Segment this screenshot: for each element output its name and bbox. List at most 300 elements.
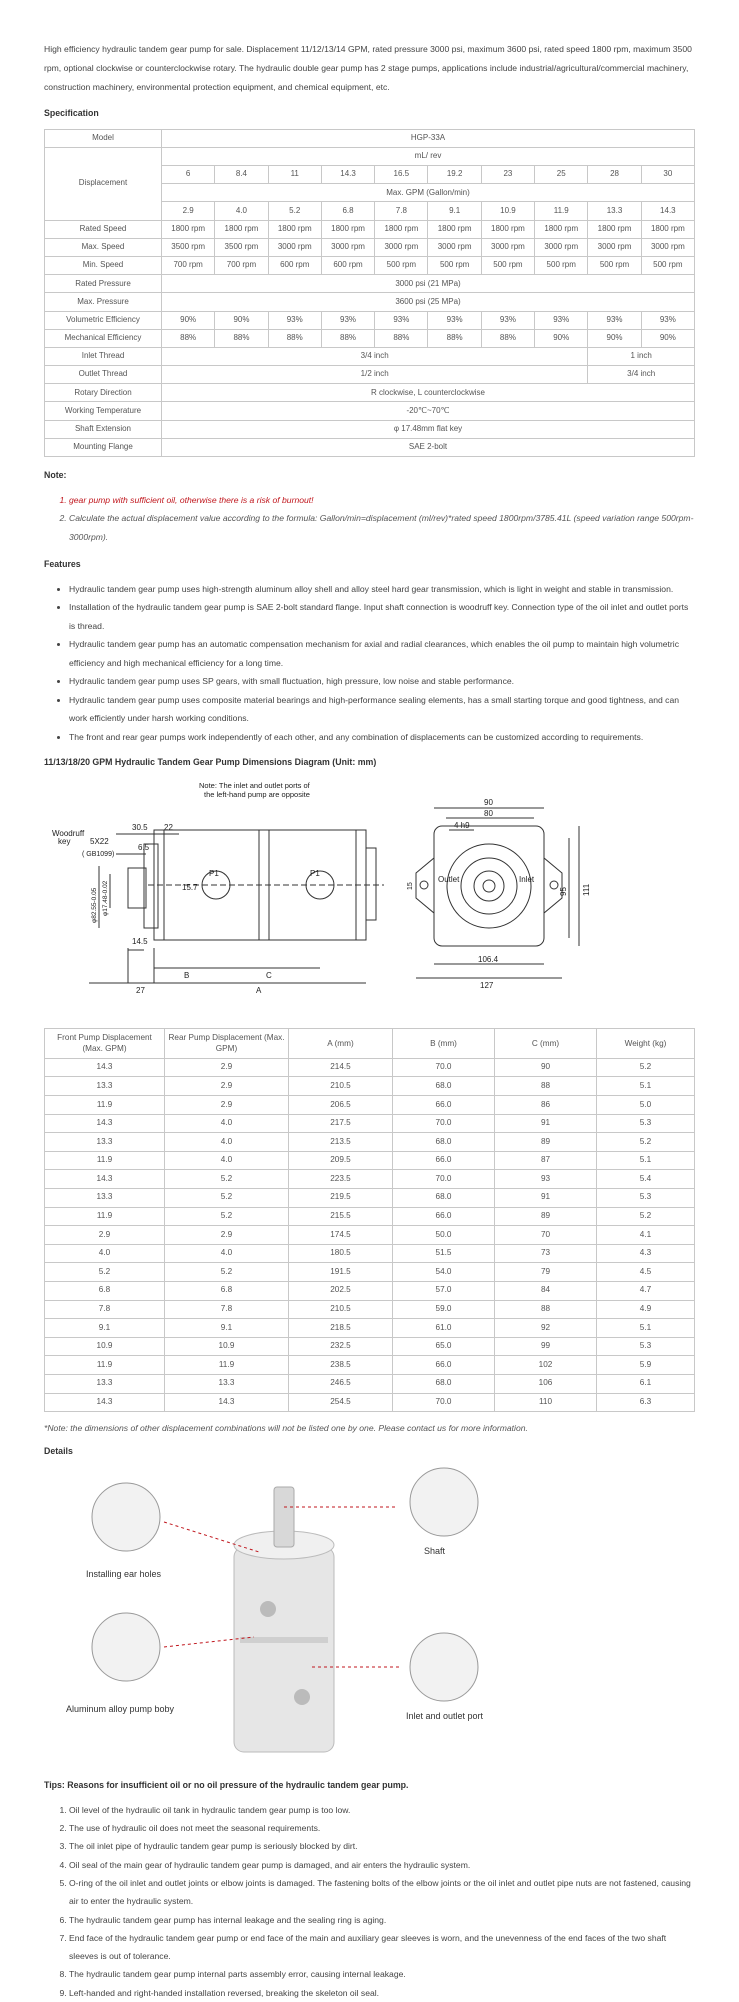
dims-cell: 86 (495, 1096, 597, 1115)
p1-front-label: P1 (209, 868, 219, 878)
dim-phi-17-48: φ17.48-0.02 (102, 880, 109, 916)
dims-cell: 68.0 (393, 1133, 495, 1152)
spec-cell: 93% (641, 311, 694, 329)
spec-cell: 16.5 (375, 166, 428, 184)
spec-cell: φ 17.48mm flat key (162, 420, 695, 438)
dim-phi-82-55: φ82.55-0.05 (91, 887, 98, 923)
dims-cell: 61.0 (393, 1319, 495, 1338)
dims-cell: 66.0 (393, 1096, 495, 1115)
diagram-heading: 11/13/18/20 GPM Hydraulic Tandem Gear Pump Dimensions Diagram (Unit: mm) (44, 757, 377, 768)
dims-cell: 2.9 (45, 1226, 165, 1245)
dims-cell: 7.8 (165, 1300, 289, 1319)
port-zoom (410, 1633, 478, 1701)
dims-cell: 2.9 (165, 1077, 289, 1096)
spec-label: Displacement (45, 147, 162, 220)
spec-row (45, 438, 695, 456)
spec-cell: 3600 psi (25 MPa) (162, 293, 695, 311)
spec-cell: 93% (588, 311, 641, 329)
note-heading: Note: (44, 470, 67, 480)
p1-rear-label: P1 (310, 868, 320, 878)
table-row (45, 1393, 695, 1412)
spec-row (45, 129, 695, 147)
dims-cell: 5.2 (165, 1189, 289, 1208)
dims-cell: 14.3 (45, 1170, 165, 1189)
table-row (45, 1319, 695, 1338)
spec-label: Rated Pressure (45, 275, 162, 293)
dim-111: 111 (582, 883, 591, 896)
dims-cell: 202.5 (289, 1282, 393, 1301)
dims-cell: 9.1 (45, 1319, 165, 1338)
dim-b-label: B (184, 970, 190, 980)
spec-cell: 7.8 (375, 202, 428, 220)
spec-label: Working Temperature (45, 402, 162, 420)
spec-cell: 3000 rpm (535, 238, 588, 256)
dims-cell: 5.2 (597, 1133, 695, 1152)
spec-cell: 600 rpm (321, 256, 374, 274)
dims-cell: 5.1 (597, 1319, 695, 1338)
spec-cell: 3000 rpm (641, 238, 694, 256)
dims-cell: 6.8 (165, 1282, 289, 1301)
spec-cell: 600 rpm (268, 256, 321, 274)
dim-95: 95 (559, 886, 568, 896)
dims-cell: 99 (495, 1337, 597, 1356)
dims-cell: 51.5 (393, 1244, 495, 1263)
table-row (45, 1374, 695, 1393)
dims-cell: 5.3 (597, 1114, 695, 1133)
dims-cell: 254.5 (289, 1393, 393, 1412)
feature-item: • Hydraulic tandem gear pump uses composite material bearings and high-performance sealing elements, has a small starting torque and good tightness, and can work efficiently under harsh working conditions. (69, 691, 695, 728)
dims-header-cell: Front Pump Displacement (Max. GPM) (45, 1028, 165, 1058)
details-figure (44, 1467, 695, 1767)
dims-cell: 91 (495, 1189, 597, 1208)
tip-item: 3. The oil inlet pipe of hydraulic tandem gear pump is seriously blocked by dirt. (69, 1837, 695, 1855)
spec-cell: 93% (535, 311, 588, 329)
spec-cell: 1800 rpm (162, 220, 215, 238)
dims-cell: 13.3 (45, 1133, 165, 1152)
spec-label: Min. Speed (45, 256, 162, 274)
spec-cell: 19.2 (428, 166, 481, 184)
spec-cell: 1800 rpm (481, 220, 534, 238)
dims-header-cell: Weight (kg) (597, 1028, 695, 1058)
spec-label: Volumetric Efficiency (45, 311, 162, 329)
pump-drawing (44, 778, 695, 1014)
spec-cell: 3000 psi (21 MPa) (162, 275, 695, 293)
dim-a-label: A (256, 985, 262, 995)
table-row (45, 1337, 695, 1356)
dims-cell: 5.3 (597, 1337, 695, 1356)
spec-cell: 11.9 (535, 202, 588, 220)
spec-cell: SAE 2-bolt (162, 438, 695, 456)
spec-label: Max. Pressure (45, 293, 162, 311)
spec-cell: -20℃~70℃ (162, 402, 695, 420)
dims-cell: 11.9 (45, 1151, 165, 1170)
dim-90: 90 (484, 797, 493, 807)
dim-22: 22 (164, 822, 173, 832)
dims-cell: 65.0 (393, 1337, 495, 1356)
shaft-label: Shaft (424, 1546, 446, 1557)
spec-label: Model (45, 129, 162, 147)
spec-cell: 10.9 (481, 202, 534, 220)
spec-row (45, 402, 695, 420)
dims-cell: 5.2 (165, 1263, 289, 1282)
spec-cell: 1800 rpm (641, 220, 694, 238)
dims-cell: 246.5 (289, 1374, 393, 1393)
outlet-label: Outlet (438, 874, 460, 884)
details-heading: Details (44, 1446, 73, 1457)
table-row (45, 1114, 695, 1133)
spec-cell: 88% (162, 329, 215, 347)
spec-cell: 500 rpm (588, 256, 641, 274)
dim-c-label: C (266, 970, 272, 980)
dims-cell: 4.9 (597, 1300, 695, 1319)
inlet-label: Inlet (519, 874, 535, 884)
pump-photo (234, 1487, 334, 1752)
dim-127: 127 (480, 980, 494, 990)
dims-header-cell: B (mm) (393, 1028, 495, 1058)
dimensions-diagram (44, 778, 695, 1014)
spec-cell: 88% (428, 329, 481, 347)
spec-cell: 4.0 (215, 202, 268, 220)
dims-cell: 232.5 (289, 1337, 393, 1356)
spec-cell: 90% (535, 329, 588, 347)
spec-cell: HGP-33A (162, 129, 695, 147)
tip-item: 2. The use of hydraulic oil does not meet the seasonal requirements. (69, 1819, 695, 1837)
dim-14-5: 14.5 (132, 936, 148, 946)
dims-cell: 7.8 (45, 1300, 165, 1319)
spec-label: Rotary Direction (45, 384, 162, 402)
dims-header-cell: C (mm) (495, 1028, 597, 1058)
dims-cell: 110 (495, 1393, 597, 1412)
woodruff-label: Woodruff (52, 828, 85, 838)
spec-cell: 88% (215, 329, 268, 347)
spec-cell: 90% (215, 311, 268, 329)
dims-cell: 5.1 (597, 1077, 695, 1096)
dims-cell: 89 (495, 1133, 597, 1152)
dims-cell: 59.0 (393, 1300, 495, 1319)
note-item: 2. Calculate the actual displacement value according to the formula: Gallon/min=displacement (ml/rev)*rated speed 1800rpm/3785.41L (speed variation range 500rpm-3000rpm). (69, 509, 695, 546)
spec-cell: 88% (375, 329, 428, 347)
spec-row (45, 275, 695, 293)
details-illustration (44, 1467, 695, 1767)
dims-cell: 2.9 (165, 1226, 289, 1245)
dims-cell: 93 (495, 1170, 597, 1189)
table-row (45, 1189, 695, 1208)
dims-cell: 180.5 (289, 1244, 393, 1263)
dims-cell: 5.4 (597, 1170, 695, 1189)
spec-label: Shaft Extension (45, 420, 162, 438)
spec-cell: 3/4 inch (588, 366, 695, 384)
spec-cell: 700 rpm (162, 256, 215, 274)
dims-cell: 218.5 (289, 1319, 393, 1338)
dims-cell: 5.2 (597, 1058, 695, 1077)
spec-cell: 88% (268, 329, 321, 347)
dims-cell: 87 (495, 1151, 597, 1170)
dimensions-table (44, 1028, 695, 1412)
spec-heading: Specification (44, 108, 99, 118)
spec-row (45, 366, 695, 384)
intro-paragraph: High efficiency hydraulic tandem gear pump for sale. Displacement 11/12/13/14 GPM, rated pressure 3000 psi, maximum 3600 psi, rated speed 1800 rpm, maximum 3500 rpm, optional clockwise or counterclockwise rotary. The hydraulic double gear pump has 2 stage pumps, applications include industrial/agricultural/commercial machinery, construction machinery, environmental protection equipment, and chemical equipment, etc. (44, 44, 692, 92)
dim-106-4: 106.4 (478, 954, 499, 964)
table-row (45, 1207, 695, 1226)
spec-cell: 90% (641, 329, 694, 347)
dims-cell: 13.3 (45, 1189, 165, 1208)
spec-cell: 93% (375, 311, 428, 329)
dims-cell: 9.1 (165, 1319, 289, 1338)
dims-cell: 223.5 (289, 1170, 393, 1189)
spec-cell: 500 rpm (641, 256, 694, 274)
ear-holes-label: Installing ear holes (86, 1569, 162, 1580)
feature-item: • Installation of the hydraulic tandem gear pump is SAE 2-bolt standard flange. Input shaft connection is woodruff key. Connection type of the oil inlet and outlet ports is thread. (69, 598, 695, 635)
dims-cell: 5.3 (597, 1189, 695, 1208)
spec-cell: 1 inch (588, 347, 695, 365)
dim-4h9: 4 h9 (454, 820, 470, 830)
feature-item: • The front and rear gear pumps work independently of each other, and any combination of displacements can be customized according to requirements. (69, 728, 695, 747)
dim-27: 27 (136, 985, 145, 995)
dims-cell: 5.1 (597, 1151, 695, 1170)
tip-item: 6. The hydraulic tandem gear pump has internal leakage and the sealing ring is aging. (69, 1911, 695, 1929)
gb-label: ( GB1099) (82, 850, 115, 858)
dims-cell: 4.0 (165, 1151, 289, 1170)
dims-cell: 102 (495, 1356, 597, 1375)
dims-cell: 66.0 (393, 1207, 495, 1226)
dims-cell: 14.3 (165, 1393, 289, 1412)
dims-cell: 50.0 (393, 1226, 495, 1245)
spec-cell: R clockwise, L counterclockwise (162, 384, 695, 402)
dims-cell: 84 (495, 1282, 597, 1301)
dim-80: 80 (484, 808, 493, 818)
dim-30-5: 30.5 (132, 822, 148, 832)
spec-cell: 1800 rpm (535, 220, 588, 238)
dims-cell: 5.0 (597, 1096, 695, 1115)
spec-cell: 3000 rpm (481, 238, 534, 256)
dim-6-5: 6.5 (138, 842, 150, 852)
dims-cell: 209.5 (289, 1151, 393, 1170)
spec-cell: 88% (321, 329, 374, 347)
spec-cell: 25 (535, 166, 588, 184)
dims-cell: 90 (495, 1058, 597, 1077)
dims-cell: 70.0 (393, 1170, 495, 1189)
dims-cell: 206.5 (289, 1096, 393, 1115)
dims-cell: 5.9 (597, 1356, 695, 1375)
spec-cell: 500 rpm (375, 256, 428, 274)
dims-cell: 13.3 (45, 1077, 165, 1096)
ear-holes-zoom (92, 1483, 160, 1551)
dims-cell: 6.8 (45, 1282, 165, 1301)
note-item: 1. gear pump with sufficient oil, otherwise there is a risk of burnout! (69, 491, 695, 510)
dims-cell: 89 (495, 1207, 597, 1226)
feature-item: • Hydraulic tandem gear pump uses high-strength aluminum alloy shell and alloy steel hard gear transmission, which is light in weight and stable in transmission. (69, 580, 695, 599)
dims-cell: 11.9 (45, 1207, 165, 1226)
spec-cell: mL/ rev (162, 147, 695, 165)
spec-cell: 3000 rpm (375, 238, 428, 256)
spec-cell: 3/4 inch (162, 347, 588, 365)
table-row (45, 1058, 695, 1077)
dims-cell: 70.0 (393, 1058, 495, 1077)
dims-cell: 5.2 (45, 1263, 165, 1282)
spec-label: Rated Speed (45, 220, 162, 238)
spec-table (44, 129, 695, 457)
dims-cell: 66.0 (393, 1151, 495, 1170)
table-row (45, 1151, 695, 1170)
spec-cell: 9.1 (428, 202, 481, 220)
dims-cell: 70.0 (393, 1114, 495, 1133)
dim-15-7: 15.7 (182, 882, 198, 892)
dims-cell: 4.3 (597, 1244, 695, 1263)
dims-cell: 213.5 (289, 1133, 393, 1152)
diagram-note-line-2: the left-hand pump are opposite (204, 789, 310, 799)
spec-cell: 2.9 (162, 202, 215, 220)
dims-cell: 219.5 (289, 1189, 393, 1208)
spec-cell: 500 rpm (481, 256, 534, 274)
spec-cell: 500 rpm (535, 256, 588, 274)
feature-item: • Hydraulic tandem gear pump has an automatic compensation mechanism for axial and radial clearances, which enables the oil pump to maintain high volumetric efficiency and high mechanical efficiency for a long time. (69, 635, 695, 672)
spec-cell: 5.2 (268, 202, 321, 220)
spec-cell: 3500 rpm (162, 238, 215, 256)
spec-cell: 1/2 inch (162, 366, 588, 384)
features-list (44, 580, 695, 747)
tip-item: 4. Oil seal of the main gear of hydraulic tandem gear pump is damaged, and air enters the hydraulic system. (69, 1856, 695, 1874)
spec-cell: 1800 rpm (375, 220, 428, 238)
tips-heading: Tips: Reasons for insufficient oil or no oil pressure of the hydraulic tandem gear pump. (44, 1780, 409, 1791)
spec-cell: 28 (588, 166, 641, 184)
dims-cell: 4.0 (165, 1133, 289, 1152)
spec-cell: 3000 rpm (268, 238, 321, 256)
body-zoom (92, 1613, 160, 1681)
spec-cell: 1800 rpm (268, 220, 321, 238)
spec-label: Max. Speed (45, 238, 162, 256)
spec-cell: 93% (268, 311, 321, 329)
dims-cell: 14.3 (45, 1058, 165, 1077)
spec-cell: 1800 rpm (215, 220, 268, 238)
table-row (45, 1096, 695, 1115)
spec-cell: 88% (481, 329, 534, 347)
dims-cell: 10.9 (165, 1337, 289, 1356)
spec-cell: 93% (481, 311, 534, 329)
features-heading: Features (44, 559, 81, 570)
spec-cell: 1800 rpm (428, 220, 481, 238)
tip-item: 9. Left-handed and right-handed installation reversed, breaking the skeleton oil seal. (69, 1984, 695, 2002)
spec-cell: 3000 rpm (428, 238, 481, 256)
table-row (45, 1356, 695, 1375)
dims-cell: 210.5 (289, 1300, 393, 1319)
spec-cell: 23 (481, 166, 534, 184)
dims-cell: 191.5 (289, 1263, 393, 1282)
dims-cell: 92 (495, 1319, 597, 1338)
spec-row (45, 293, 695, 311)
spec-cell: 3000 rpm (588, 238, 641, 256)
spec-label: Inlet Thread (45, 347, 162, 365)
spec-cell: 3500 rpm (215, 238, 268, 256)
spec-cell: 700 rpm (215, 256, 268, 274)
tip-item: 8. The hydraulic tandem gear pump internal parts assembly error, causing internal leakage. (69, 1965, 695, 1983)
dims-cell: 106 (495, 1374, 597, 1393)
dims-cell: 238.5 (289, 1356, 393, 1375)
dims-cell: 54.0 (393, 1263, 495, 1282)
spec-row (45, 238, 695, 256)
body-label: Aluminum alloy pump boby (66, 1704, 175, 1715)
spec-label: Mounting Flange (45, 438, 162, 456)
dims-cell: 73 (495, 1244, 597, 1263)
dims-cell: 91 (495, 1114, 597, 1133)
dims-cell: 68.0 (393, 1189, 495, 1208)
dims-cell: 214.5 (289, 1058, 393, 1077)
spec-row (45, 147, 695, 165)
spec-row (45, 384, 695, 402)
dims-cell: 70.0 (393, 1393, 495, 1412)
key-size-label: 5X22 (90, 836, 109, 846)
dims-cell: 68.0 (393, 1374, 495, 1393)
dims-cell: 4.7 (597, 1282, 695, 1301)
dims-cell: 11.9 (45, 1356, 165, 1375)
dimensions-note: *Note: the dimensions of other displacement combinations will not be listed one by one. Please contact us for more information. (44, 1423, 528, 1434)
spec-row (45, 347, 695, 365)
table-row (45, 1244, 695, 1263)
spec-cell: 500 rpm (428, 256, 481, 274)
dims-cell: 68.0 (393, 1077, 495, 1096)
tips-list (44, 1801, 695, 2002)
dims-cell: 14.3 (45, 1393, 165, 1412)
dims-cell: 215.5 (289, 1207, 393, 1226)
table-row (45, 1226, 695, 1245)
key-label: key (58, 836, 71, 846)
spec-row (45, 256, 695, 274)
spec-cell: 13.3 (588, 202, 641, 220)
dims-cell: 70 (495, 1226, 597, 1245)
dims-cell: 5.2 (597, 1207, 695, 1226)
spec-cell: 30 (641, 166, 694, 184)
table-row (45, 1282, 695, 1301)
spec-label: Outlet Thread (45, 366, 162, 384)
dims-cell: 2.9 (165, 1058, 289, 1077)
spec-cell: 1800 rpm (588, 220, 641, 238)
table-row (45, 1170, 695, 1189)
dims-cell: 79 (495, 1263, 597, 1282)
dims-cell: 13.3 (165, 1374, 289, 1393)
spec-row (45, 420, 695, 438)
notes-list (44, 491, 695, 547)
spec-cell: 6.8 (321, 202, 374, 220)
dims-cell: 4.0 (45, 1244, 165, 1263)
spec-cell: 93% (428, 311, 481, 329)
tip-item: 7. End face of the hydraulic tandem gear pump or end face of the main and auxiliary gear sleeves is worn, and the unevenness of the end faces of the two shaft sleeves is out of tolerance. (69, 1929, 695, 1966)
spec-cell: 90% (588, 329, 641, 347)
spec-cell: 11 (268, 166, 321, 184)
dims-header-cell: Rear Pump Displacement (Max. GPM) (165, 1028, 289, 1058)
dims-cell: 5.2 (165, 1207, 289, 1226)
spec-cell: 90% (162, 311, 215, 329)
spec-cell: 6 (162, 166, 215, 184)
spec-cell: 1800 rpm (321, 220, 374, 238)
dims-cell: 66.0 (393, 1356, 495, 1375)
tip-item: 1. Oil level of the hydraulic oil tank in hydraulic tandem gear pump is too low. (69, 1801, 695, 1819)
table-row (45, 1133, 695, 1152)
tip-item: 5. O-ring of the oil inlet and outlet joints or elbow joints is damaged. The fastening bolts of the elbow joints or the oil inlet and outlet pipe nuts are not fastened, causing air to enter the hydraulic system. (69, 1874, 695, 1911)
port-label: Inlet and outlet port (406, 1711, 484, 1722)
shaft-zoom (410, 1468, 478, 1536)
dims-cell: 88 (495, 1300, 597, 1319)
dims-cell: 10.9 (45, 1337, 165, 1356)
dims-cell: 6.3 (597, 1393, 695, 1412)
dims-cell: 11.9 (45, 1096, 165, 1115)
spec-cell: 8.4 (215, 166, 268, 184)
spec-label: Mechanical Efficiency (45, 329, 162, 347)
spec-cell: 14.3 (641, 202, 694, 220)
dims-cell: 57.0 (393, 1282, 495, 1301)
dims-cell: 210.5 (289, 1077, 393, 1096)
dims-cell: 4.1 (597, 1226, 695, 1245)
feature-item: • Hydraulic tandem gear pump uses SP gears, with small fluctuation, high pressure, low noise and stable performance. (69, 672, 695, 691)
dims-cell: 13.3 (45, 1374, 165, 1393)
